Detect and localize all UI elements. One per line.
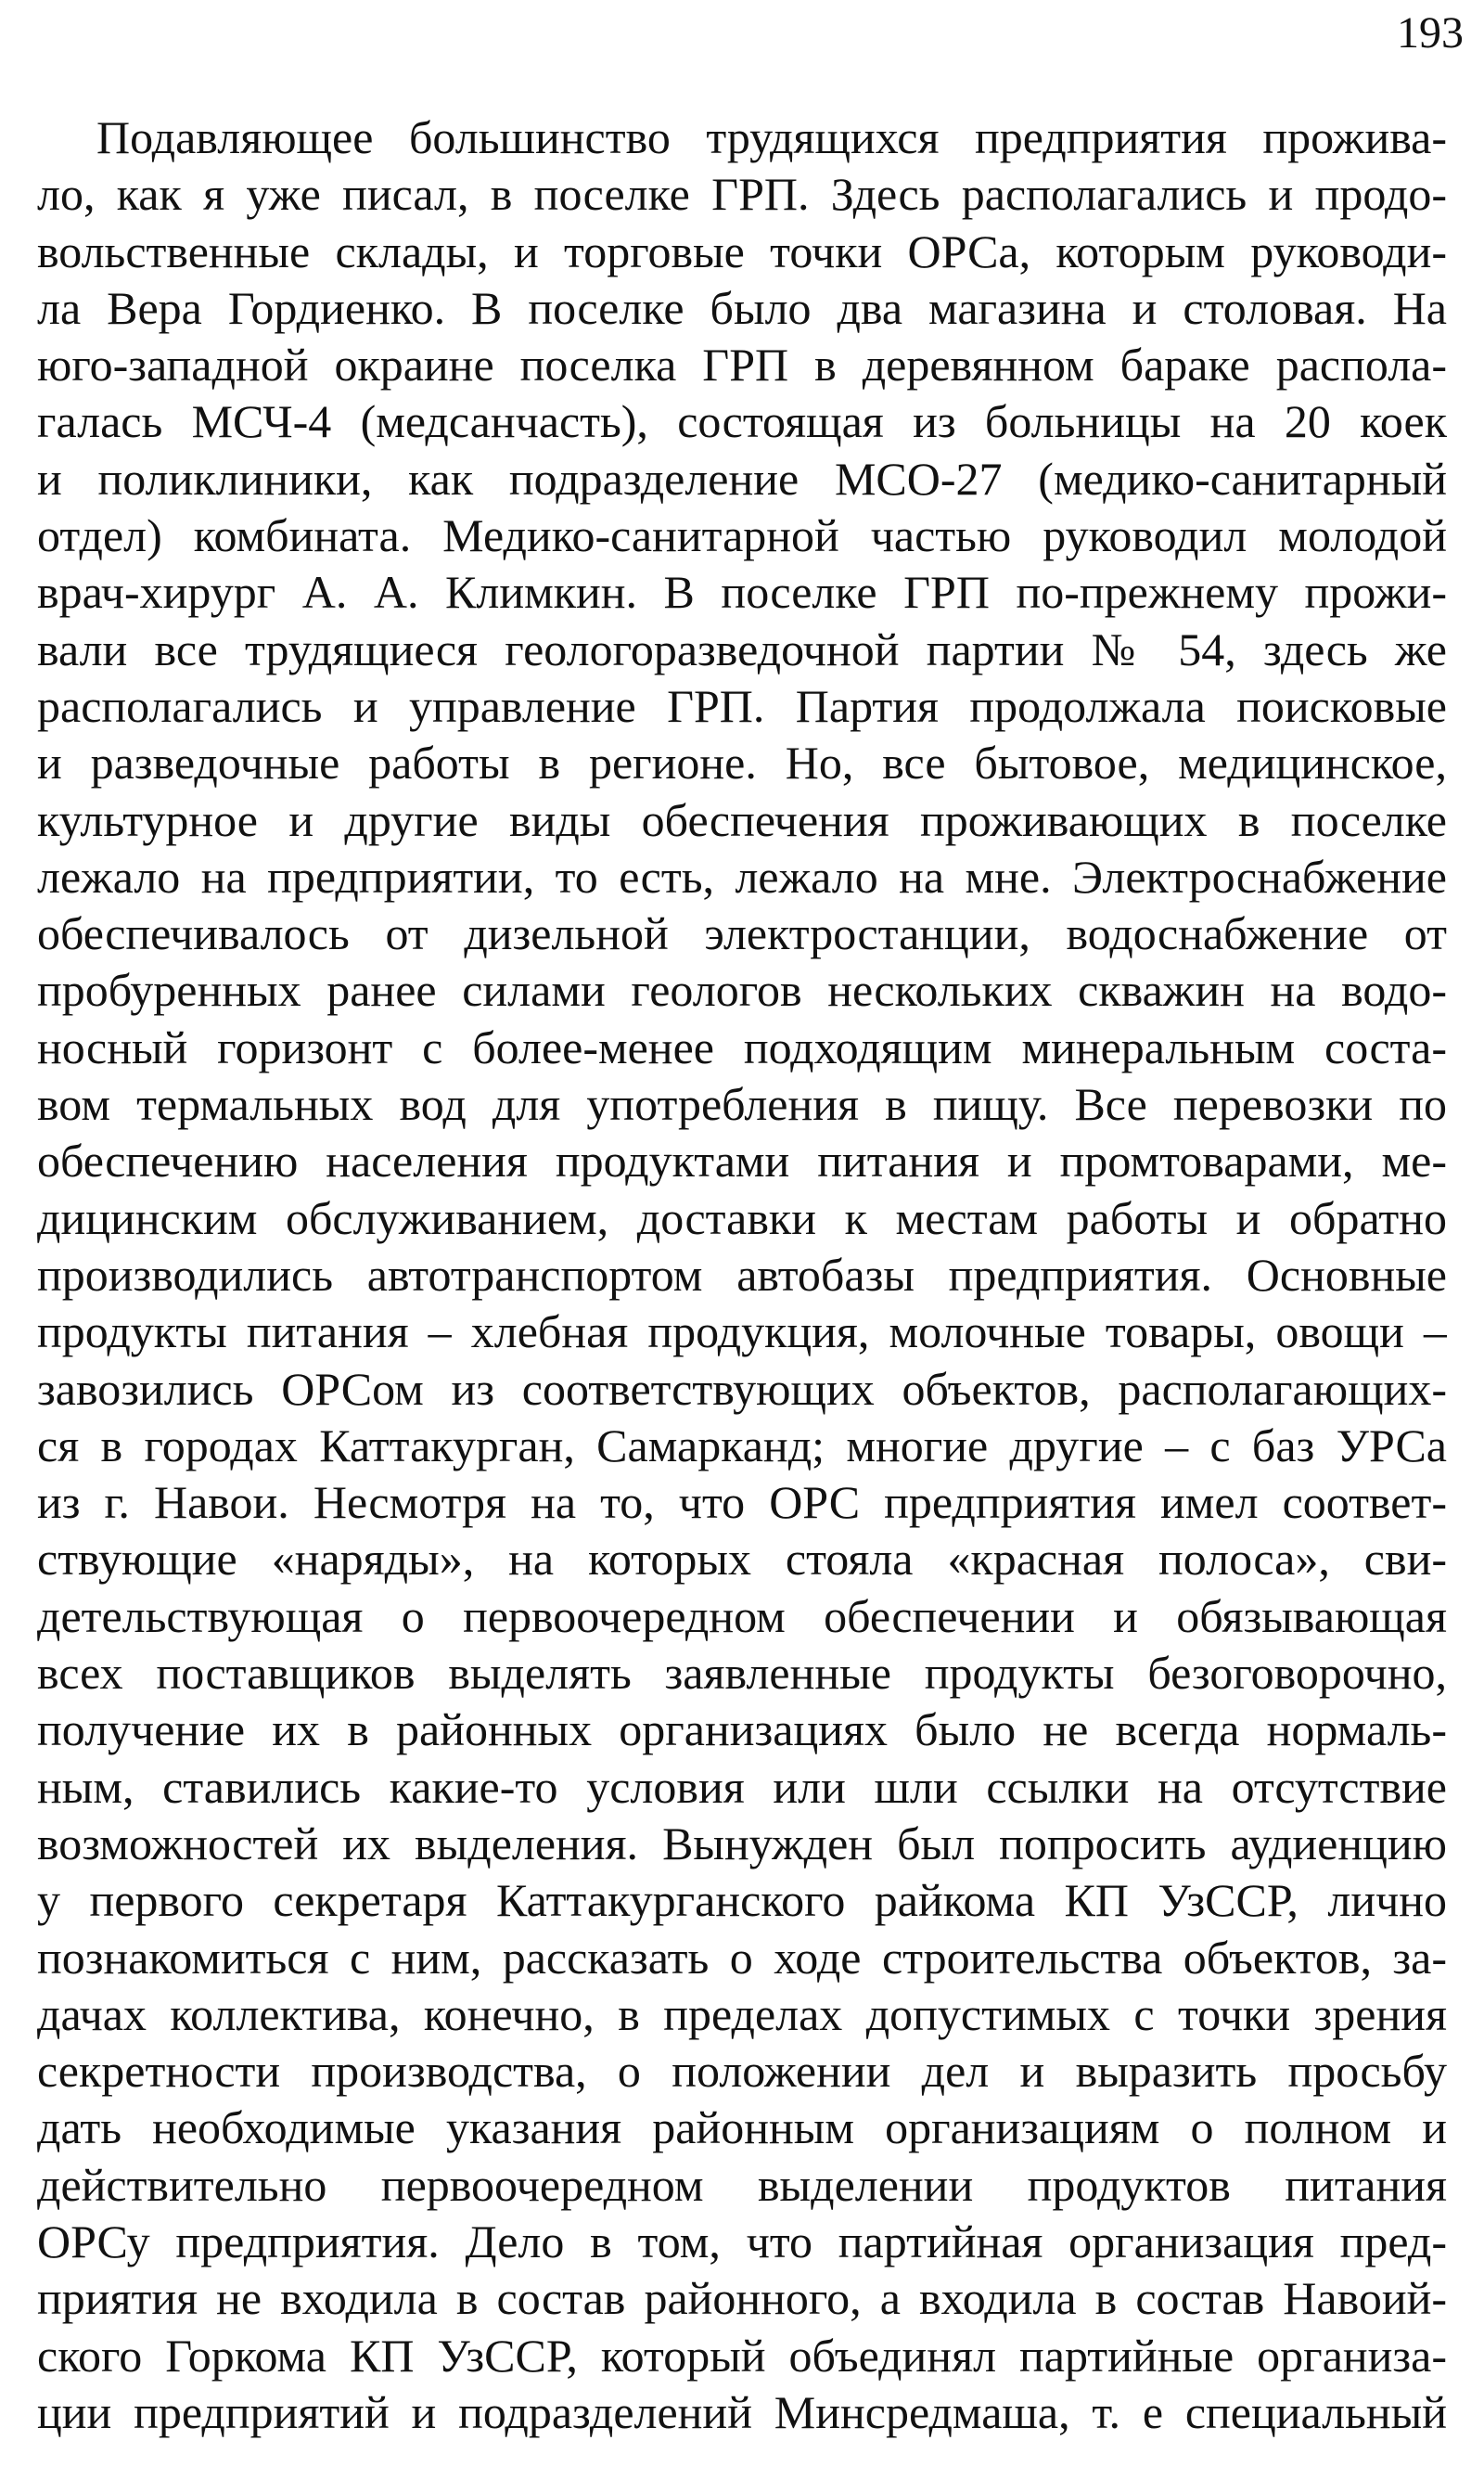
text-line: продукты питания – хлебная продукция, молочные товары, овощи – (37, 1305, 1447, 1358)
text-line: ла Вера Гордиенко. В поселке было два магазина и столовая. На (37, 281, 1447, 334)
text-line: вали все трудящиеся геологоразведочной партии № 54, здесь же (37, 623, 1447, 675)
text-line: ОРСу предприятия. Дело в том, что партийная организация пред- (37, 2215, 1447, 2267)
text-line: возможностей их выделения. Вынужден был попросить аудиенцию (37, 1817, 1447, 1869)
text-line: детельствующая о первоочередном обеспечении и обязывающая (37, 1589, 1447, 1642)
text-line: вольственные склады, и торговые точки ОРСа, которым руководи- (37, 225, 1447, 277)
text-line: вом термальных вод для употребления в пищу. Все перевозки по (37, 1078, 1447, 1131)
text-line: врач-хирург А. А. Климкин. В поселке ГРП по-прежнему прожи- (37, 566, 1447, 619)
text-line: познакомиться с ним, рассказать о ходе строительства объектов, за- (37, 1931, 1447, 1984)
text-line: действительно первоочередном выделении продуктов питания (37, 2158, 1447, 2211)
text-line: обеспечению населения продуктами питания и промтоварами, ме- (37, 1135, 1447, 1188)
text-line: приятия не входила в состав районного, а входила в состав Навоий- (37, 2272, 1447, 2325)
text-line: дачах коллектива, конечно, в пределах допустимых с точки зрения (37, 1987, 1447, 2040)
text-line: ции предприятий и подразделений Минсредмаша, т. е специальный (37, 2385, 1447, 2438)
text-line: ся в городах Каттакурган, Самарканд; многие другие – с баз УРСа (37, 1419, 1447, 1471)
text-line: галась МСЧ-4 (медсанчасть), состоящая из больницы на 20 коек (37, 395, 1447, 448)
text-line: ствующие «наряды», на которых стояла «красная полоса», сви- (37, 1533, 1447, 1586)
text-line: располагались и управление ГРП. Партия продолжала поисковые (37, 679, 1447, 732)
text-line: дицинским обслуживанием, доставки к местам работы и обратно (37, 1191, 1447, 1244)
text-line: юго-западной окраине поселка ГРП в деревянном бараке распола- (37, 339, 1447, 392)
text-line: и разведочные работы в регионе. Но, все бытовое, медицинское, (37, 737, 1447, 790)
text-line: ным, ставились какие-то условия или шли ссылки на отсутствие (37, 1760, 1447, 1813)
text-line: носный горизонт с более-менее подходящим минеральным соста- (37, 1021, 1447, 1073)
text-line: секретности производства, о положении дел и выразить просьбу (37, 2045, 1447, 2098)
text-line: лежало на предприятии, то есть, лежало на мне. Электроснабжение (37, 850, 1447, 903)
text-line: культурное и другие виды обеспечения проживающих в поселке (37, 793, 1447, 846)
text-line: завозились ОРСом из соответствующих объектов, располагающих- (37, 1362, 1447, 1415)
text-line: получение их в районных организациях было не всегда нормаль- (37, 1703, 1447, 1756)
text-line: отдел) комбината. Медико-санитарной частью руководил молодой (37, 509, 1447, 562)
text-line: у первого секретаря Каттакурганского райкома КП УзССР, лично (37, 1874, 1447, 1927)
text-line: и поликлиники, как подразделение МСО-27 (медико-санитарный (37, 452, 1447, 505)
text-line: ло, как я уже писал, в поселке ГРП. Здесь располагались и продо- (37, 168, 1447, 221)
text-line: Подавляющее большинство трудящихся предприятия прожива- (96, 111, 1447, 163)
text-line: ского Горкома КП УзССР, который объединял партийные организа- (37, 2329, 1447, 2382)
page-number: 193 (1397, 8, 1464, 58)
body-text (37, 109, 1447, 2441)
text-line: обеспечивалось от дизельной электростанции, водоснабжение от (37, 907, 1447, 960)
text-line: всех поставщиков выделять заявленные продукты безоговорочно, (37, 1647, 1447, 1700)
text-line: из г. Навои. Несмотря на то, что ОРС предприятия имел соответ- (37, 1476, 1447, 1529)
text-line: пробуренных ранее силами геологов нескольких скважин на водо- (37, 964, 1447, 1017)
text-line: производились автотранспортом автобазы предприятия. Основные (37, 1248, 1447, 1301)
text-line: дать необходимые указания районным организациям о полном и (37, 2101, 1447, 2154)
